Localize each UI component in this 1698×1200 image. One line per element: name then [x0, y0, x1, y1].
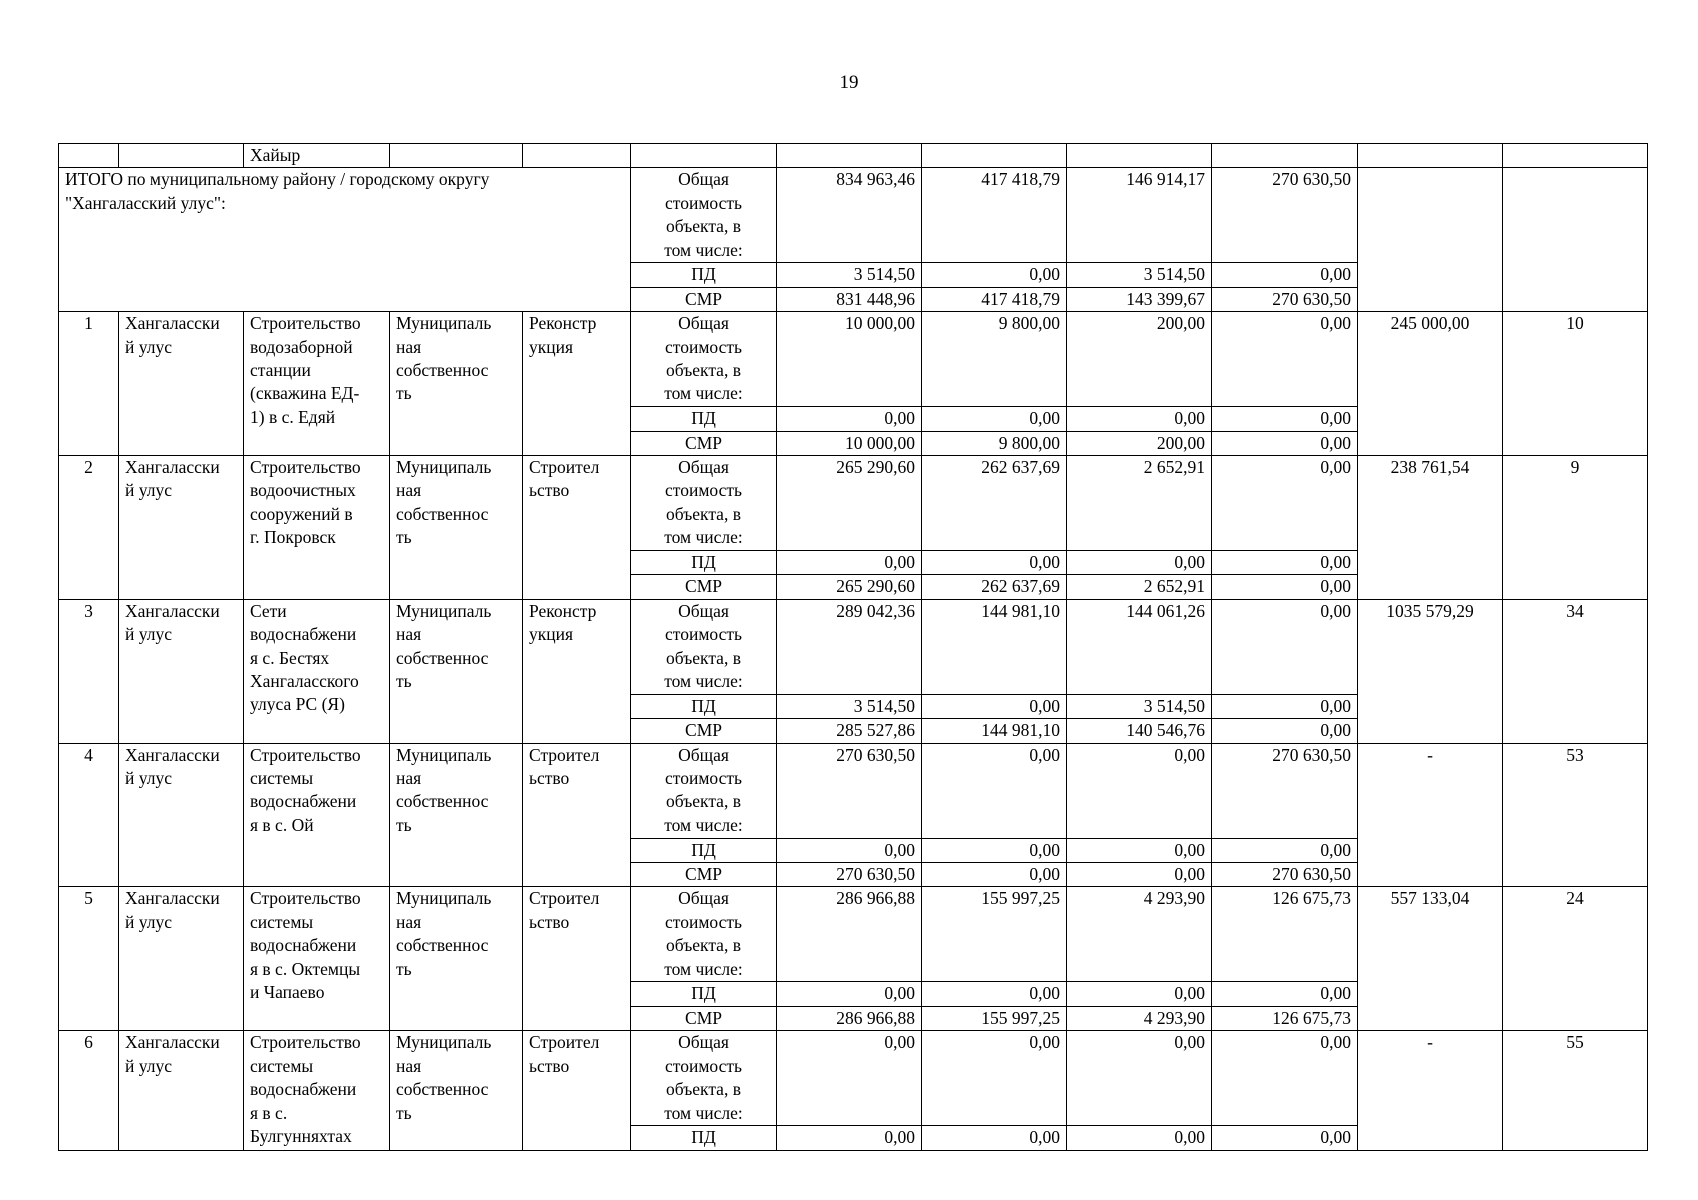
- ownership-line: ть: [396, 671, 412, 692]
- label-line: объекта, в: [666, 360, 741, 381]
- label-line: стоимость: [665, 624, 742, 645]
- total-value: 0,00: [922, 743, 1067, 838]
- cell-ownership: [390, 312, 523, 456]
- cell-object-name: [244, 743, 390, 887]
- cell-empty: [523, 144, 631, 168]
- cell-district: [119, 312, 244, 456]
- object-name-line: Строительство: [250, 888, 361, 909]
- table-row: [59, 456, 1648, 551]
- total-value: 9 800,00: [922, 312, 1067, 407]
- cell-capacity: 245 000,00: [1358, 312, 1503, 456]
- total-row-cost: [59, 168, 1648, 263]
- cell-district: [119, 599, 244, 743]
- total-value: 270 630,50: [1212, 168, 1358, 263]
- pd-value: 0,00: [777, 1126, 922, 1150]
- smr-label: СМР: [631, 431, 777, 455]
- pd-value: 0,00: [922, 263, 1067, 287]
- smr-label: СМР: [631, 287, 777, 311]
- cell-ownership: [390, 599, 523, 743]
- total-value: 0,00: [1212, 312, 1358, 407]
- ownership-line: ная: [396, 480, 422, 501]
- label-line: объекта, в: [666, 935, 741, 956]
- label-line: стоимость: [665, 336, 742, 357]
- label-line: Общая: [678, 169, 729, 190]
- label-line: Общая: [678, 744, 729, 765]
- ownership-line: собственнос: [396, 647, 489, 668]
- cell-empty: [59, 144, 119, 168]
- district-line: Хангаласски: [125, 888, 220, 909]
- ownership-line: собственнос: [396, 1079, 489, 1100]
- smr-label: СМР: [631, 1006, 777, 1030]
- smr-value: 0,00: [1212, 575, 1358, 599]
- cell-empty: [1358, 144, 1503, 168]
- label-line: объекта, в: [666, 503, 741, 524]
- pd-value: 3 514,50: [777, 694, 922, 718]
- object-name-line: системы: [250, 768, 314, 789]
- total-value: 0,00: [1067, 743, 1212, 838]
- pd-label: ПД: [631, 1126, 777, 1150]
- district-line: Хангаласски: [125, 600, 220, 621]
- work-type-line: ьство: [529, 1055, 570, 1076]
- smr-value: 0,00: [922, 863, 1067, 887]
- cell-ownership: [390, 743, 523, 887]
- pd-label: ПД: [631, 838, 777, 862]
- work-type-line: Строител: [529, 457, 600, 478]
- page-number: 19: [839, 72, 859, 93]
- cell-empty: [1503, 168, 1648, 312]
- total-value: 144 061,26: [1067, 599, 1212, 694]
- label-line: Общая: [678, 313, 729, 334]
- work-type-line: ьство: [529, 480, 570, 501]
- district-line: й улус: [125, 911, 172, 932]
- cell-number: 6: [59, 1031, 119, 1150]
- pd-value: 0,00: [1067, 407, 1212, 431]
- ownership-line: ть: [396, 383, 412, 404]
- pd-value: 0,00: [777, 982, 922, 1006]
- cell-empty: [631, 144, 777, 168]
- label-line: стоимость: [665, 480, 742, 501]
- district-line: й улус: [125, 768, 172, 789]
- ownership-line: собственнос: [396, 503, 489, 524]
- cell-rank: 34: [1503, 599, 1648, 743]
- pd-label: ПД: [631, 694, 777, 718]
- ownership-line: Муниципаль: [396, 744, 492, 765]
- object-name-line: Сети: [250, 600, 287, 621]
- cell-work-type: [523, 1031, 631, 1150]
- cell-number: 3: [59, 599, 119, 743]
- smr-value: 9 800,00: [922, 431, 1067, 455]
- label-line: объекта, в: [666, 791, 741, 812]
- pd-value: 0,00: [1212, 982, 1358, 1006]
- ownership-line: ть: [396, 527, 412, 548]
- cell-number: 5: [59, 887, 119, 1031]
- total-cost-label: [631, 887, 777, 982]
- object-name-line: водоснабжени: [250, 1079, 357, 1100]
- district-line: Хангаласски: [125, 457, 220, 478]
- smr-label: СМР: [631, 575, 777, 599]
- total-value: 417 418,79: [922, 168, 1067, 263]
- object-name-line: системы: [250, 911, 314, 932]
- ownership-line: ть: [396, 958, 412, 979]
- total-value: 10 000,00: [777, 312, 922, 407]
- pd-value: 0,00: [922, 694, 1067, 718]
- total-value: 4 293,90: [1067, 887, 1212, 982]
- object-name-line: улуса РС (Я): [250, 694, 345, 715]
- smr-value: 265 290,60: [777, 575, 922, 599]
- label-line: стоимость: [665, 192, 742, 213]
- cell-district: [119, 887, 244, 1031]
- work-type-line: Реконстр: [529, 313, 597, 334]
- work-type-line: Строител: [529, 744, 600, 765]
- smr-value: 270 630,50: [1212, 287, 1358, 311]
- pd-value: 0,00: [1067, 982, 1212, 1006]
- object-name-line: Строительство: [250, 457, 361, 478]
- table-row: [59, 887, 1648, 982]
- cell-number: 1: [59, 312, 119, 456]
- smr-value: 2 652,91: [1067, 575, 1212, 599]
- table-row: [59, 312, 1648, 407]
- object-name-line: 1) в с. Едяй: [250, 406, 336, 427]
- label-line: объекта, в: [666, 216, 741, 237]
- label-line: стоимость: [665, 768, 742, 789]
- ownership-line: Муниципаль: [396, 888, 492, 909]
- pd-value: 0,00: [1212, 838, 1358, 862]
- cell-name-continuation: Хайыр: [244, 144, 390, 168]
- cell-empty: [390, 144, 523, 168]
- cell-work-type: [523, 599, 631, 743]
- cell-ownership: [390, 456, 523, 600]
- work-type-line: Строител: [529, 1032, 600, 1053]
- object-name-line: я в с.: [250, 1102, 288, 1123]
- pd-value: 0,00: [1067, 1126, 1212, 1150]
- label-line: том числе:: [664, 958, 743, 979]
- total-value: 270 630,50: [777, 743, 922, 838]
- pd-label: ПД: [631, 982, 777, 1006]
- total-value: 289 042,36: [777, 599, 922, 694]
- pd-label: ПД: [631, 551, 777, 575]
- pd-value: 0,00: [777, 838, 922, 862]
- cell-work-type: [523, 743, 631, 887]
- cell-district: [119, 456, 244, 600]
- total-value: 0,00: [922, 1031, 1067, 1126]
- label-line: Общая: [678, 600, 729, 621]
- cell-rank: 53: [1503, 743, 1648, 887]
- cell-district: [119, 1031, 244, 1150]
- label-line: том числе:: [664, 671, 743, 692]
- cell-empty: [1067, 144, 1212, 168]
- label-line: объекта, в: [666, 1079, 741, 1100]
- ownership-line: ная: [396, 624, 422, 645]
- total-value: 200,00: [1067, 312, 1212, 407]
- total-value: 0,00: [1212, 456, 1358, 551]
- district-line: Хангаласски: [125, 744, 220, 765]
- total-value: 286 966,88: [777, 887, 922, 982]
- cell-object-name: [244, 1031, 390, 1150]
- ownership-line: собственнос: [396, 360, 489, 381]
- total-value: 126 675,73: [1212, 887, 1358, 982]
- table-row: [59, 599, 1648, 694]
- pd-value: 3 514,50: [777, 263, 922, 287]
- work-type-line: ьство: [529, 768, 570, 789]
- pd-value: 0,00: [1212, 407, 1358, 431]
- total-cost-label: [631, 456, 777, 551]
- total-cost-label: [631, 168, 777, 263]
- cell-rank: 55: [1503, 1031, 1648, 1150]
- cell-object-name: [244, 887, 390, 1031]
- table-row: [59, 1031, 1648, 1126]
- object-name-line: Хангаласского: [250, 671, 359, 692]
- cell-object-name: [244, 456, 390, 600]
- pd-value: 0,00: [1067, 551, 1212, 575]
- object-name-line: системы: [250, 1055, 314, 1076]
- total-value: 155 997,25: [922, 887, 1067, 982]
- total-value: 0,00: [1067, 1031, 1212, 1126]
- smr-value: 155 997,25: [922, 1006, 1067, 1030]
- cell-empty: [1358, 168, 1503, 312]
- total-value: 146 914,17: [1067, 168, 1212, 263]
- total-value: 144 981,10: [922, 599, 1067, 694]
- label-line: том числе:: [664, 527, 743, 548]
- pd-value: 0,00: [1212, 551, 1358, 575]
- total-label-line2: "Хангаласский улус":: [65, 192, 226, 213]
- cell-capacity: 557 133,04: [1358, 887, 1503, 1031]
- pd-value: 0,00: [777, 551, 922, 575]
- cell-rank: 10: [1503, 312, 1648, 456]
- object-name-line: водоснабжени: [250, 791, 357, 812]
- label-line: том числе:: [664, 239, 743, 260]
- cell-object-name: [244, 312, 390, 456]
- total-value: 834 963,46: [777, 168, 922, 263]
- total-cost-label: [631, 1031, 777, 1126]
- ownership-line: собственнос: [396, 791, 489, 812]
- smr-value: 140 546,76: [1067, 719, 1212, 743]
- district-line: й улус: [125, 336, 172, 357]
- pd-value: 0,00: [922, 551, 1067, 575]
- pd-value: 0,00: [1212, 263, 1358, 287]
- pd-value: 0,00: [922, 838, 1067, 862]
- cell-rank: 24: [1503, 887, 1648, 1031]
- cell-work-type: [523, 312, 631, 456]
- label-line: том числе:: [664, 383, 743, 404]
- smr-value: 126 675,73: [1212, 1006, 1358, 1030]
- object-name-line: водоснабжени: [250, 624, 357, 645]
- label-line: Общая: [678, 457, 729, 478]
- pd-value: 0,00: [922, 1126, 1067, 1150]
- total-label-line1: ИТОГО по муниципальному району / городскому округу: [65, 169, 490, 190]
- total-value: 2 652,91: [1067, 456, 1212, 551]
- object-name-line: сооружений в: [250, 503, 353, 524]
- label-line: том числе:: [664, 1102, 743, 1123]
- cell-capacity: 238 761,54: [1358, 456, 1503, 600]
- object-name-line: водоснабжени: [250, 935, 357, 956]
- table-row: [59, 743, 1648, 838]
- object-name-line: и Чапаево: [250, 982, 325, 1003]
- cell-ownership: [390, 887, 523, 1031]
- object-name-line: водозаборной: [250, 336, 353, 357]
- label-line: стоимость: [665, 911, 742, 932]
- smr-value: 286 966,88: [777, 1006, 922, 1030]
- smr-value: 144 981,10: [922, 719, 1067, 743]
- total-cost-label: [631, 599, 777, 694]
- smr-value: 417 418,79: [922, 287, 1067, 311]
- ownership-line: ная: [396, 1055, 422, 1076]
- total-cost-label: [631, 743, 777, 838]
- label-line: Общая: [678, 888, 729, 909]
- work-type-line: укция: [529, 624, 574, 645]
- district-line: й улус: [125, 1055, 172, 1076]
- smr-value: 0,00: [1212, 431, 1358, 455]
- cell-ownership: [390, 1031, 523, 1150]
- smr-value: 262 637,69: [922, 575, 1067, 599]
- ownership-line: Муниципаль: [396, 457, 492, 478]
- label-line: объекта, в: [666, 647, 741, 668]
- smr-value: 143 399,67: [1067, 287, 1212, 311]
- smr-value: 10 000,00: [777, 431, 922, 455]
- work-type-line: Реконстр: [529, 600, 597, 621]
- total-value: 0,00: [1212, 1031, 1358, 1126]
- investment-table: [58, 143, 1648, 1151]
- object-name-line: водоочистных: [250, 480, 356, 501]
- object-name-line: (скважина ЕД-: [250, 383, 360, 404]
- smr-label: СМР: [631, 863, 777, 887]
- cell-empty: [777, 144, 922, 168]
- total-value: 0,00: [777, 1031, 922, 1126]
- pd-value: 0,00: [777, 407, 922, 431]
- district-line: й улус: [125, 480, 172, 501]
- pd-label: ПД: [631, 263, 777, 287]
- total-value: 262 637,69: [922, 456, 1067, 551]
- object-name-line: Строительство: [250, 1032, 361, 1053]
- work-type-line: ьство: [529, 911, 570, 932]
- cell-work-type: [523, 887, 631, 1031]
- smr-value: 4 293,90: [1067, 1006, 1212, 1030]
- ownership-line: Муниципаль: [396, 1032, 492, 1053]
- table-body: [59, 144, 1648, 1151]
- work-type-line: Строител: [529, 888, 600, 909]
- label-line: стоимость: [665, 1055, 742, 1076]
- object-name-line: Строительство: [250, 313, 361, 334]
- smr-value: 0,00: [1067, 863, 1212, 887]
- smr-value: 831 448,96: [777, 287, 922, 311]
- smr-value: 200,00: [1067, 431, 1212, 455]
- cell-capacity: -: [1358, 1031, 1503, 1150]
- smr-value: 270 630,50: [1212, 863, 1358, 887]
- total-value: 270 630,50: [1212, 743, 1358, 838]
- ownership-line: ная: [396, 768, 422, 789]
- object-name-line: г. Покровск: [250, 527, 336, 548]
- smr-value: 270 630,50: [777, 863, 922, 887]
- object-name-line: Строительство: [250, 744, 361, 765]
- object-name-line: я с. Бестях: [250, 647, 330, 668]
- pd-value: 3 514,50: [1067, 694, 1212, 718]
- smr-value: 285 527,86: [777, 719, 922, 743]
- ownership-line: ная: [396, 336, 422, 357]
- ownership-line: ть: [396, 814, 412, 835]
- label-line: Общая: [678, 1032, 729, 1053]
- pd-value: 0,00: [1212, 694, 1358, 718]
- cell-capacity: 1035 579,29: [1358, 599, 1503, 743]
- ownership-line: Муниципаль: [396, 313, 492, 334]
- label-line: том числе:: [664, 814, 743, 835]
- ownership-line: собственнос: [396, 935, 489, 956]
- cell-object-name: [244, 599, 390, 743]
- cell-district: [119, 743, 244, 887]
- object-name-line: Булгунняхтах: [250, 1125, 352, 1146]
- cell-capacity: -: [1358, 743, 1503, 887]
- district-line: Хангаласски: [125, 313, 220, 334]
- pd-value: 3 514,50: [1067, 263, 1212, 287]
- cell-rank: 9: [1503, 456, 1648, 600]
- pd-value: 0,00: [1067, 838, 1212, 862]
- pd-label: ПД: [631, 407, 777, 431]
- total-label: [59, 168, 631, 312]
- total-value: 0,00: [1212, 599, 1358, 694]
- ownership-line: ная: [396, 911, 422, 932]
- total-cost-label: [631, 312, 777, 407]
- object-name-line: станции: [250, 360, 311, 381]
- work-type-line: укция: [529, 336, 574, 357]
- pd-value: 0,00: [922, 982, 1067, 1006]
- cell-empty: [922, 144, 1067, 168]
- pd-value: 0,00: [922, 407, 1067, 431]
- total-value: 265 290,60: [777, 456, 922, 551]
- pd-value: 0,00: [1212, 1126, 1358, 1150]
- cell-work-type: [523, 456, 631, 600]
- smr-value: 0,00: [1212, 719, 1358, 743]
- cell-empty: [119, 144, 244, 168]
- district-line: Хангаласски: [125, 1032, 220, 1053]
- cell-empty: [1212, 144, 1358, 168]
- cell-number: 4: [59, 743, 119, 887]
- ownership-line: Муниципаль: [396, 600, 492, 621]
- cell-empty: [1503, 144, 1648, 168]
- object-name-line: я в с. Октемцы: [250, 958, 361, 979]
- cell-number: 2: [59, 456, 119, 600]
- district-line: й улус: [125, 624, 172, 645]
- smr-label: СМР: [631, 719, 777, 743]
- object-name-line: я в с. Ой: [250, 814, 314, 835]
- table-row-continuation: [59, 144, 1648, 168]
- ownership-line: ть: [396, 1102, 412, 1123]
